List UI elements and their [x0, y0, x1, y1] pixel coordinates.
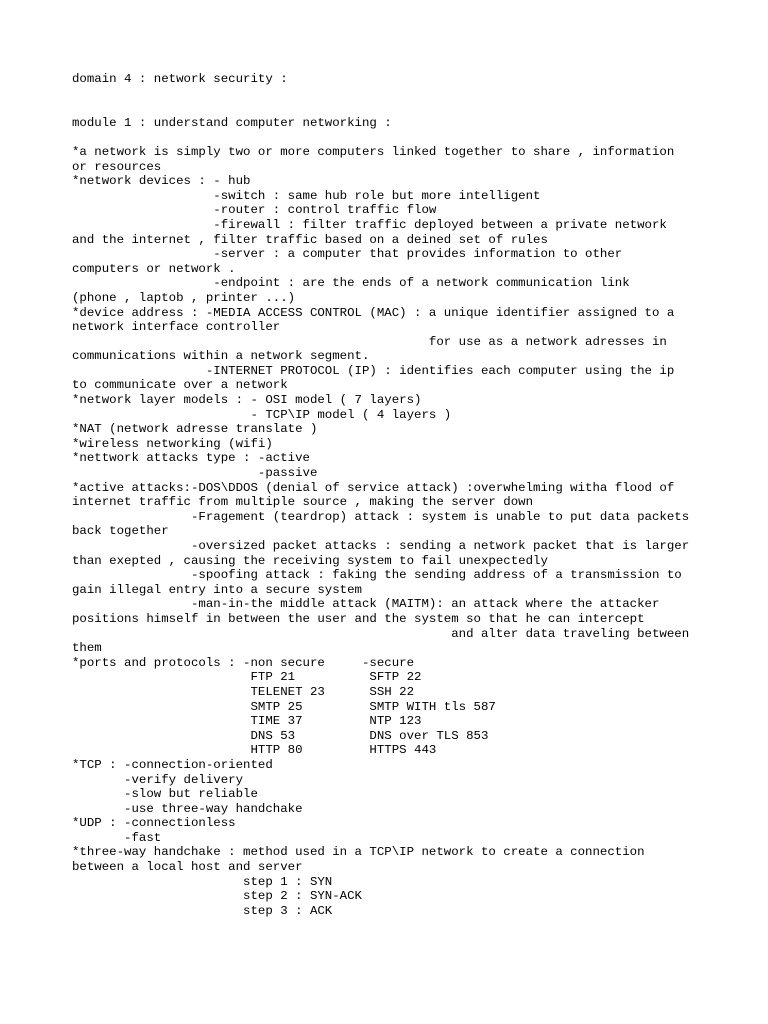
ports-table-row: DNS 53 DNS over TLS 853 [72, 728, 489, 743]
text-line: *nettwork attacks type : -active [72, 451, 310, 466]
text-line: -switch : same hub role but more intelligent [72, 188, 541, 203]
module-heading: module 1 : understand computer networking : [72, 115, 392, 130]
text-line: internet traffic from multiple source , making the server down [72, 495, 534, 510]
domain-heading: domain 4 : network security : [72, 72, 288, 86]
text-line: -Fragement (teardrop) attack : system is unable to put data packets [72, 509, 690, 524]
ports-table-row: SMTP 25 SMTP WITH tls 587 [72, 699, 496, 714]
ports-table-row: TELENET 23 SSH 22 [72, 684, 415, 699]
text-line: computers or network . [72, 261, 236, 276]
text-line: for use as a network adresses in [72, 334, 667, 349]
text-line: - TCP\IP model ( 4 layers ) [72, 407, 452, 422]
text-line: *device address : -MEDIA ACCESS CONTROL (MAC) : a unique identifier assigned to a [72, 305, 675, 320]
text-line: -spoofing attack : faking the sending address of a transmission to [72, 568, 682, 583]
text-line: -INTERNET PROTOCOL (IP) : identifies each computer using the ip [72, 363, 675, 378]
text-line: than exepted , causing the receiving system to fail unexpectedly [72, 553, 548, 568]
handshake-step: step 1 : SYN [72, 874, 333, 889]
text-line: -slow but reliable [72, 787, 258, 802]
text-line: communications within a network segment. [72, 349, 370, 364]
text-line: *TCP : -connection-oriented [72, 757, 273, 772]
text-line: -fast [72, 830, 162, 845]
text-line: between a local host and server [72, 860, 303, 875]
ports-table-row: *ports and protocols : -non secure -secure [72, 655, 415, 670]
text-line: *active attacks:-DOS\DDOS (denial of service attack) :overwhelming witha flood of [72, 480, 675, 495]
text-line: network interface controller [72, 320, 281, 335]
ports-table-row: HTTP 80 HTTPS 443 [72, 743, 437, 758]
text-line: positions himself in between the user and the system so that he can intercept [72, 611, 645, 626]
text-line: to communicate over a network [72, 378, 288, 393]
text-line: -endpoint : are the ends of a network communication link [72, 276, 630, 291]
text-line: -verify delivery [72, 772, 244, 787]
text-line: them [72, 641, 102, 656]
text-line: -oversized packet attacks : sending a network packet that is larger [72, 539, 690, 553]
blank-line [72, 130, 722, 145]
text-line: -use three-way handchake [72, 801, 303, 816]
text-line: *NAT (network adresse translate ) [72, 422, 318, 437]
text-line: -man-in-the middle attack (MAITM): an attack where the attacker [72, 597, 660, 612]
ports-table-row: FTP 21 SFTP 22 [72, 670, 422, 685]
text-line: or resources [72, 159, 162, 174]
text-line: *a network is simply two or more computers linked together to share , information [72, 144, 675, 159]
blank-line [72, 87, 722, 102]
text-line: *network layer models : - OSI model ( 7 layers) [72, 393, 422, 408]
text-line: *network devices : - hub [72, 174, 251, 189]
text-line: *three-way handchake : method used in a TCP\IP network to create a connection [72, 845, 645, 860]
text-line: (phone , laptob , printer ...) [72, 290, 296, 305]
blank-line [72, 101, 722, 116]
handshake-step: step 3 : ACK [72, 903, 333, 918]
text-line: *wireless networking (wifi) [72, 436, 273, 451]
text-line: back together [72, 524, 169, 539]
text-line: -router : control traffic flow [72, 203, 437, 218]
document-page [72, 72, 722, 918]
text-line: and the internet , filter traffic based on a deined set of rules [72, 232, 548, 247]
handshake-step: step 2 : SYN-ACK [72, 889, 362, 904]
text-line: -passive [72, 466, 318, 481]
text-line: -server : a computer that provides information to other [72, 247, 623, 262]
ports-table-row: TIME 37 NTP 123 [72, 714, 422, 729]
text-line: and alter data traveling between [72, 626, 690, 641]
text-line: -firewall : filter traffic deployed between a private network [72, 217, 667, 232]
text-line: gain illegal entry into a secure system [72, 582, 362, 597]
text-line: *UDP : -connectionless [72, 816, 236, 831]
